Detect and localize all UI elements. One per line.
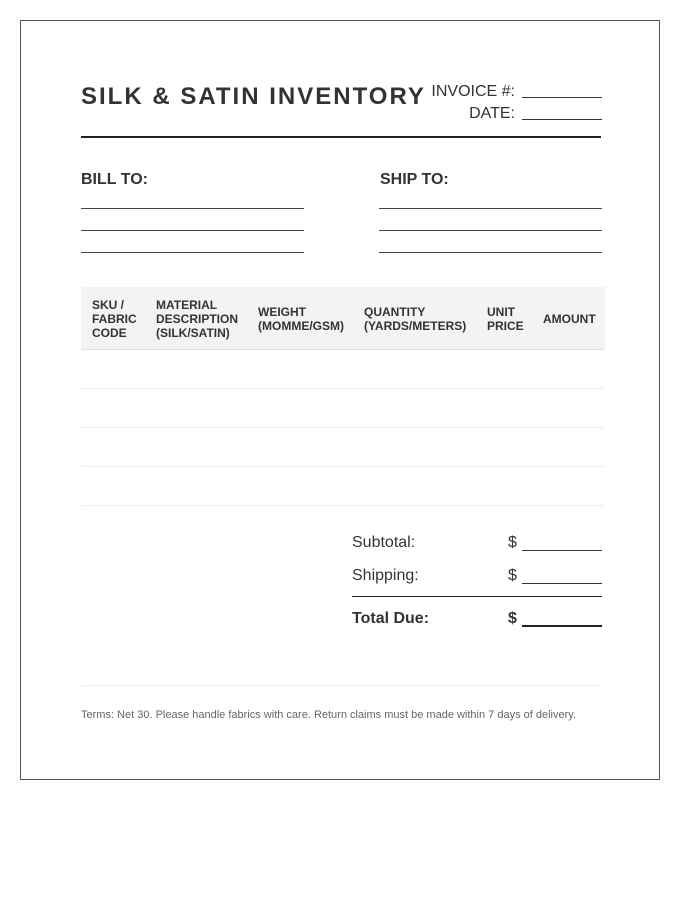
column-header-material-description: MATERIAL DESCRIPTION (SILK/SATIN) — [156, 298, 239, 340]
invoice-number-field[interactable] — [522, 97, 602, 98]
bill-to-line-2[interactable] — [81, 230, 304, 231]
invoice-number-label: INVOICE #: — [431, 83, 515, 100]
shipping-field[interactable] — [522, 583, 602, 584]
table-row[interactable] — [81, 505, 605, 506]
ship-to-line-1[interactable] — [379, 208, 602, 209]
total-due-field[interactable] — [522, 625, 602, 627]
bill-to-line-3[interactable] — [81, 252, 304, 253]
ship-to-line-3[interactable] — [379, 252, 602, 253]
table-row[interactable] — [81, 427, 605, 428]
ship-to-label: SHIP TO: — [380, 171, 449, 188]
header-divider — [81, 136, 601, 138]
column-header-unit-price: UNIT PRICE — [487, 305, 524, 333]
total-divider — [352, 596, 602, 597]
subtotal-currency: $ — [508, 534, 517, 551]
bill-to-line-1[interactable] — [81, 208, 304, 209]
total-due-currency: $ — [508, 610, 517, 627]
total-due-label: Total Due: — [352, 610, 430, 627]
column-header-quantity: QUANTITY (YARDS/METERS) — [364, 305, 467, 333]
column-header-weight: WEIGHT (MOMME/GSM) — [258, 305, 344, 333]
shipping-currency: $ — [508, 567, 517, 584]
subtotal-field[interactable] — [522, 550, 602, 551]
ship-to-line-2[interactable] — [379, 230, 602, 231]
shipping-label: Shipping: — [352, 567, 419, 584]
date-label: DATE: — [469, 105, 515, 122]
column-header-sku: SKU / FABRIC CODE — [92, 298, 137, 340]
table-header — [81, 287, 605, 350]
column-header-amount: AMOUNT — [543, 312, 596, 326]
table-row[interactable] — [81, 466, 605, 467]
bill-to-label: BILL TO: — [81, 171, 148, 188]
date-field[interactable] — [522, 119, 602, 120]
terms-text: Terms: Net 30. Please handle fabrics with care. Return claims must be made within 7 days of delivery. — [81, 709, 577, 721]
invoice-sheet — [20, 20, 660, 780]
table-row[interactable] — [81, 388, 605, 389]
subtotal-label: Subtotal: — [352, 534, 416, 551]
footer-divider — [81, 685, 601, 686]
document-title: SILK & SATIN INVENTORY — [81, 83, 426, 110]
